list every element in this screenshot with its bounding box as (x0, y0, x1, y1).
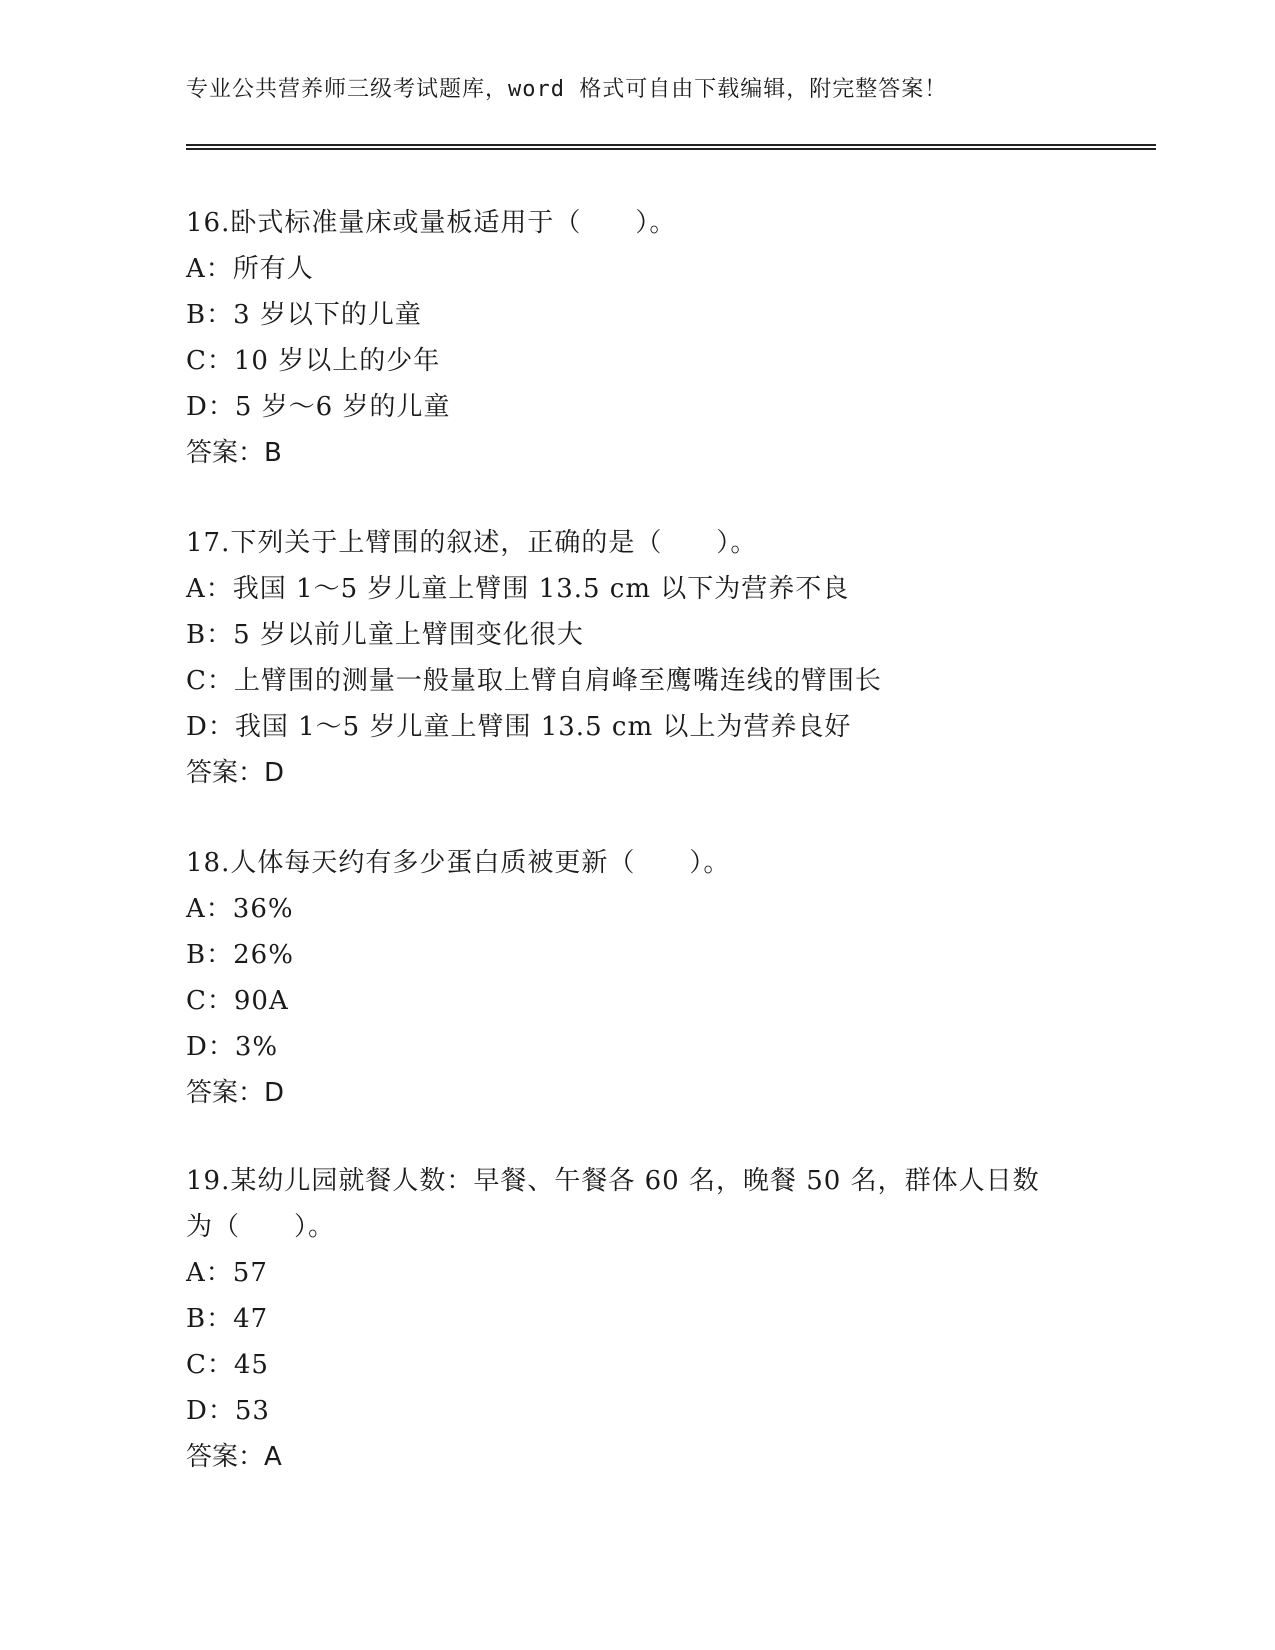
option-a: A：57 (186, 1258, 268, 1288)
option-c: C：45 (186, 1350, 269, 1380)
question-stem: 18.人体每天约有多少蛋白质被更新（ ）。 (186, 848, 731, 878)
option-b: B：26% (186, 940, 294, 970)
question-17 (186, 520, 1086, 796)
question-stem: 19.某幼儿园就餐人数：早餐、午餐各 60 名，晚餐 50 名，群体人日数 (186, 1166, 1040, 1196)
option-c: C：90A (186, 986, 289, 1016)
option-d: D：我国 1～5 岁儿童上臂围 13.5 cm 以上为营养良好 (186, 712, 852, 742)
answer-line: 答案：D (186, 758, 285, 788)
option-c: C：上臂围的测量一般量取上臂自肩峰至鹰嘴连线的臂围长 (186, 666, 882, 696)
option-c: C：10 岁以上的少年 (186, 346, 441, 376)
option-d: D：5 岁～6 岁的儿童 (186, 392, 451, 422)
option-a: A：所有人 (186, 254, 314, 284)
page-header: 专业公共营养师三级考试题库，word 格式可自由下载编辑，附完整答案！ (186, 77, 948, 102)
option-b: B：5 岁以前儿童上臂围变化很大 (186, 620, 584, 650)
option-d: D：3% (186, 1032, 279, 1062)
answer-line: 答案：B (186, 438, 282, 468)
option-b: B：3 岁以下的儿童 (186, 300, 422, 330)
question-18 (186, 840, 1086, 1116)
answer-line: 答案：A (186, 1442, 282, 1472)
header-double-rule (186, 144, 1156, 150)
question-16 (186, 200, 1086, 476)
question-19 (186, 1158, 1086, 1480)
question-stem: 16.卧式标准量床或量板适用于（ ）。 (186, 208, 677, 238)
question-stem: 17.下列关于上臂围的叙述，正确的是（ ）。 (186, 528, 758, 558)
question-stem-continued: 为（ ）。 (186, 1212, 336, 1242)
option-a: A：36% (186, 894, 294, 924)
option-b: B：47 (186, 1304, 269, 1334)
answer-line: 答案：D (186, 1078, 285, 1108)
option-d: D：53 (186, 1396, 270, 1426)
option-a: A：我国 1～5 岁儿童上臂围 13.5 cm 以下为营养不良 (186, 574, 850, 604)
